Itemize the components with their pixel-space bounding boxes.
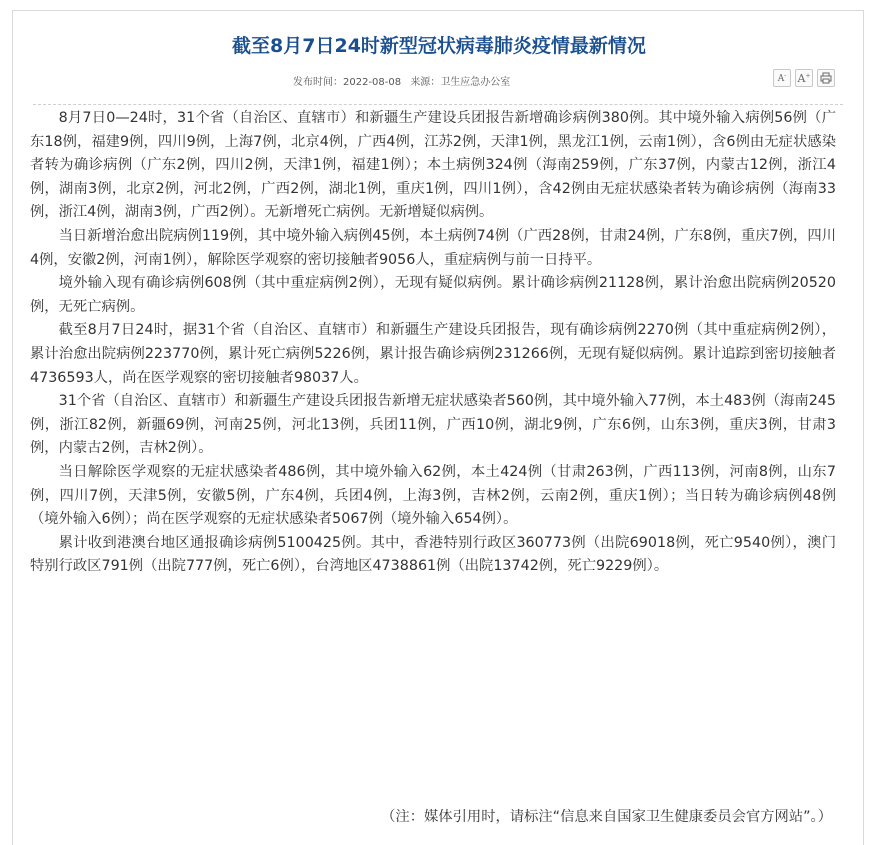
- paragraph: 当日新增治愈出院病例119例，其中境外输入病例45例，本土病例74例（广西28例，甘肃24例，广东8例，重庆7例，四川4例，安徽2例，河南1例），解除医学观察的密切接触者9056人，重症病例与前一日持平。: [30, 227, 836, 268]
- article-body: [30, 107, 836, 579]
- print-button[interactable]: [817, 69, 835, 87]
- paragraph: 当日解除医学观察的无症状感染者486例，其中境外输入62例，本土424例（甘肃263例，广西113例，河南8例，山东7例，四川7例，天津5例，安徽5例，广东4例，兵团4例，上海3例，吉林2例，云南2例，重庆1例）；当日转为确诊病例48例（境外输入6例）；尚在医学观察的无症状感染者5067例（境外输入654例）。: [30, 463, 836, 528]
- title-divider: [33, 104, 843, 105]
- paragraph: 31个省（自治区、直辖市）和新疆生产建设兵团报告新增无症状感染者560例，其中境外输入77例，本土483例（海南245例，浙江82例，新疆69例，河南25例，河北13例，兵团11例，广西10例，湖北9例，广东6例，山东3例，重庆3例，甘肃3例，内蒙古2例，吉林2例）。: [30, 393, 836, 457]
- publish-date: 2022-08-08: [343, 77, 402, 88]
- font-decrease-button[interactable]: [773, 69, 791, 87]
- font-increase-icon: A+: [797, 71, 811, 85]
- article-tools: [773, 69, 835, 87]
- font-decrease-icon: A-: [777, 72, 787, 84]
- paragraph: 境外输入现有确诊病例608例（其中重症病例2例），无现有疑似病例。累计确诊病例21128例，累计治愈出院病例20520例，无死亡病例。: [30, 275, 836, 315]
- citation-note: （注：媒体引用时，请标注“信息来自国家卫生健康委员会官方网站”。）: [381, 809, 832, 825]
- source-label: 来源：: [410, 77, 441, 88]
- paragraph: 累计收到港澳台地区通报确诊病例5100425例。其中，香港特别行政区360773例（出院69018例，死亡9540例），澳门特别行政区791例（出院777例，死亡6例），台湾地区4738861例（出院13742例，死亡9229例）。: [30, 534, 836, 575]
- font-increase-button[interactable]: [795, 69, 813, 87]
- article-title: 截至8月7日24时新型冠状病毒肺炎疫情最新情况: [232, 35, 646, 57]
- paragraph: 8月7日0—24时，31个省（自治区、直辖市）和新疆生产建设兵团报告新增确诊病例380例。其中境外输入病例56例（广东18例，福建9例，四川9例，上海7例，北京4例，广西4例，江苏2例，天津1例，黑龙江1例，云南1例），含6例由无症状感染者转为确诊病例（广东2例，四川2例，天津1例，福建1例）；本土病例324例（海南259例，广东37例，内蒙古12例，浙江4例，湖南3例，北京2例，河北2例，广西2例，湖北1例，重庆1例，四川1例），含42例由无症状感染者转为确诊病例（海南33例，浙江4例，湖南3例，广西2例）。无新增死亡病例。无新增疑似病例。: [30, 110, 836, 221]
- source-name: 卫生应急办公室: [440, 77, 511, 88]
- source-info: [410, 77, 510, 88]
- article-meta: [293, 73, 516, 88]
- publish-label: 发布时间：: [293, 77, 343, 88]
- paragraph: 截至8月7日24时，据31个省（自治区、直辖市）和新疆生产建设兵团报告，现有确诊病例2270例（其中重症病例2例），累计治愈出院病例223770例，累计死亡病例5226例，累计报告确诊病例231266例，无现有疑似病例。累计追踪到密切接触者4736593人，尚在医学观察的密切接触者98037人。: [30, 322, 836, 386]
- publish-date-info: [293, 77, 401, 88]
- printer-icon: [820, 72, 832, 84]
